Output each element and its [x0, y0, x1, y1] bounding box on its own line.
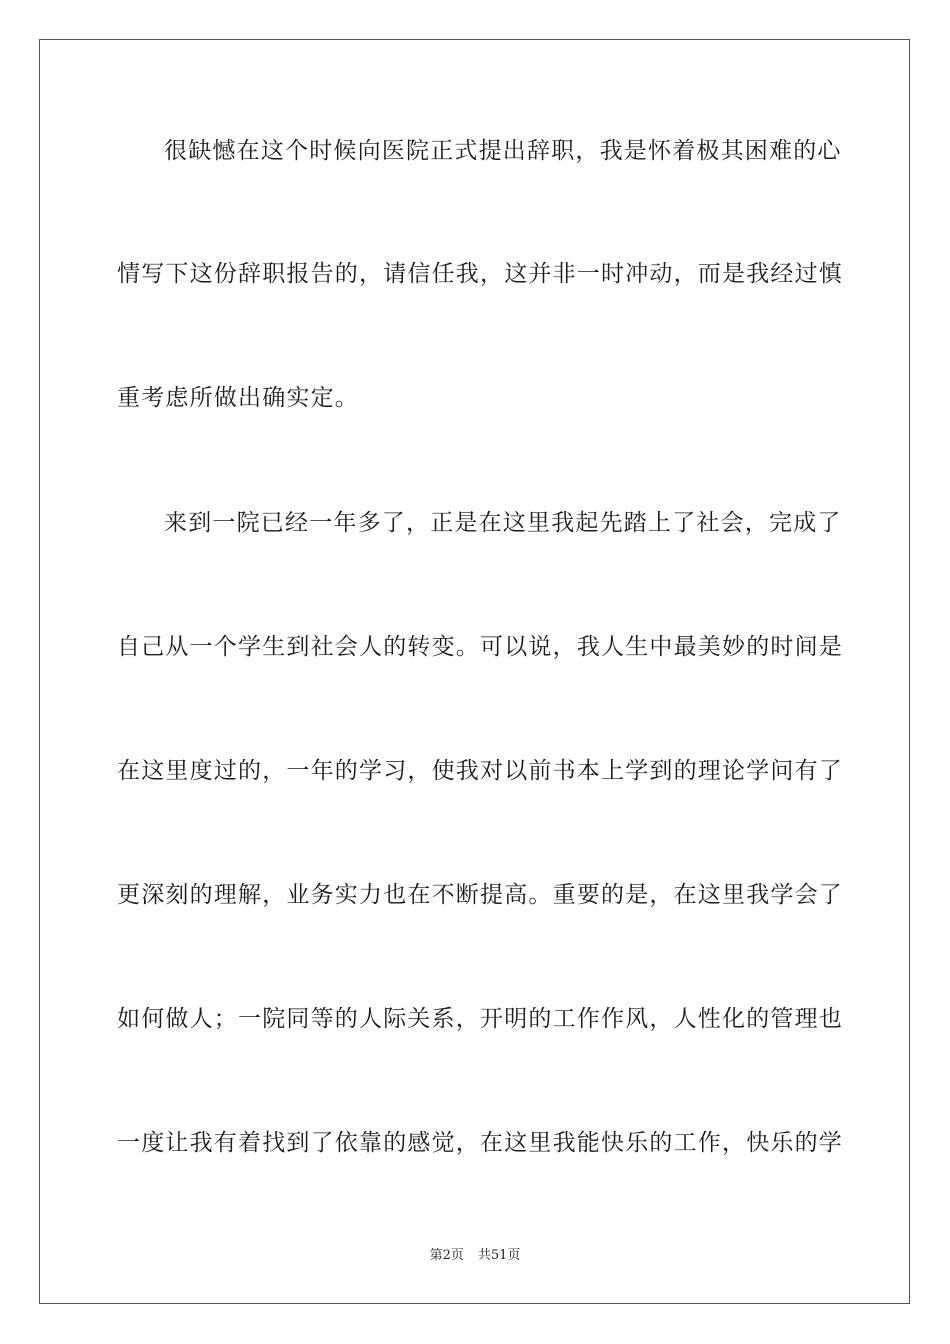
paragraph-2-line-1: 来到一院已经一年多了，正是在这里我起先踏上了社会，完成了 [164, 510, 842, 536]
paragraph-2-line-2: 自己从一个学生到社会人的转变。可以说，我人生中最美妙的时间是 [117, 634, 843, 660]
page-border [39, 39, 910, 1304]
paragraph-1-line-1: 很缺憾在这个时候向医院正式提出辞职，我是怀着极其困难的心 [164, 138, 842, 164]
page-footer [0, 1247, 950, 1265]
paragraph-2-line-6: 一度让我有着找到了依靠的感觉，在这里我能快乐的工作，快乐的学 [117, 1130, 843, 1156]
paragraph-1-line-2: 情写下这份辞职报告的，请信任我，这并非一时冲动，而是我经过慎 [117, 261, 843, 287]
paragraph-2-line-5: 如何做人；一院同等的人际关系，开明的工作作风，人性化的管理也 [117, 1006, 843, 1032]
paragraph-2-line-3: 在这里度过的，一年的学习，使我对以前书本上学到的理论学问有了 [117, 758, 843, 784]
paragraph-2-line-4: 更深刻的理解，业务实力也在不断提高。重要的是，在这里我学会了 [117, 882, 843, 908]
page-number: 第2页 [429, 1248, 464, 1263]
paragraph-1-line-3: 重考虑所做出确实定。 [117, 385, 359, 411]
page-total: 共51页 [477, 1248, 521, 1263]
